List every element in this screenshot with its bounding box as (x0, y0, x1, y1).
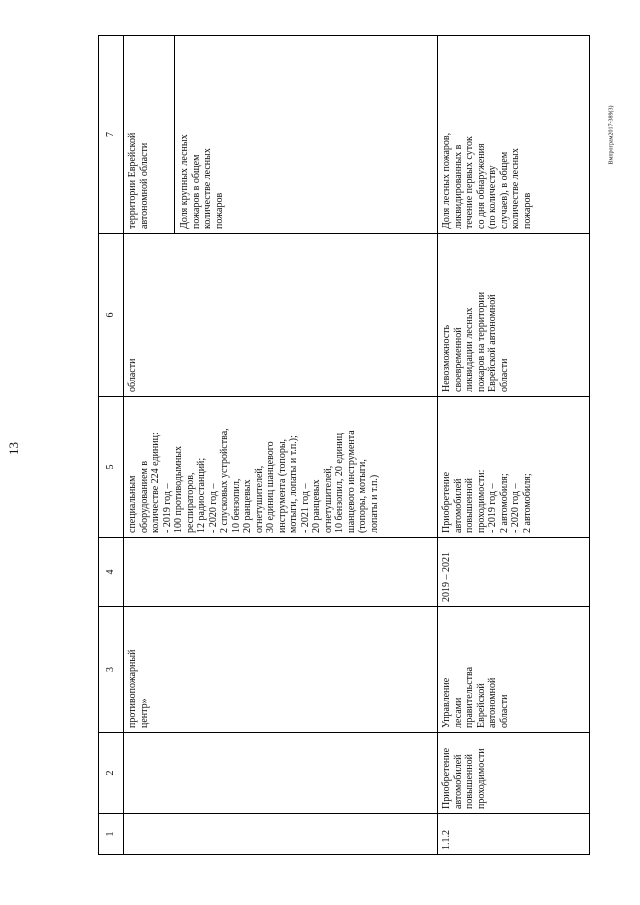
cell-number (124, 814, 438, 855)
program-table (98, 35, 590, 855)
cell-consequence: области (124, 234, 438, 397)
cell-executor: Управление лесами правительства Еврейской автономной области (438, 607, 590, 733)
cell-result: Приобретение автомобилей повышенной проходимости: - 2019 год – 2 автомобиля; - 2020 год – 2 автомобиля; (438, 397, 590, 538)
header-col-2: 2 (99, 733, 124, 814)
cell-number: 1.1.2 (438, 814, 590, 855)
document-code: Вмпрограм2017-389(3) (608, 105, 615, 165)
cell-result: специальным оборудованием в количестве 224 единиц: - 2019 год – 100 противодымных респираторов, 12 радиостанций; - 2020 год – 2 спусковых устройства, 10 бензопил, 20 ранцевых огнетушителей, 30 единиц шанцевого инструмента (топоры, мотыги, лопаты и т.п.); - 2021 год – 20 ранцевых огнетушителей, 10 бензопил, 20 единиц шанцевого инструмента (топоры, мотыги, лопаты и т.п.) (124, 397, 438, 538)
header-col-6: 6 (99, 234, 124, 397)
header-col-1: 1 (99, 814, 124, 855)
header-col-3: 3 (99, 607, 124, 733)
header-col-7: 7 (99, 36, 124, 234)
table-row (438, 36, 590, 855)
cell-measure (124, 733, 438, 814)
header-col-5: 5 (99, 397, 124, 538)
rotated-table-container (98, 43, 588, 855)
indicator-top-text: территории Еврейской автономной области (124, 36, 175, 233)
cell-period: 2019 – 2021 (438, 538, 590, 607)
cell-indicator (124, 36, 438, 234)
page-number: 13 (6, 442, 21, 455)
header-col-4: 4 (99, 538, 124, 607)
indicator-bottom-text: Доля крупных лесных пожаров в общем количестве лесных пожаров (179, 134, 225, 229)
table-row (124, 36, 438, 855)
cell-period (124, 538, 438, 607)
cell-indicator: Доля лесных пожаров, ликвидированных в течение первых суток со дня обнаружения (по количеству случаев), в общем количестве лесных пожаров (438, 36, 590, 234)
cell-measure: Приобретение автомобилей повышенной проходимости (438, 733, 590, 814)
cell-consequence: Невозможность своевременной ликвидации лесных пожаров на территории Еврейской автономной области (438, 234, 590, 397)
cell-executor: противопожарный центр» (124, 607, 438, 733)
header-row (99, 36, 124, 855)
